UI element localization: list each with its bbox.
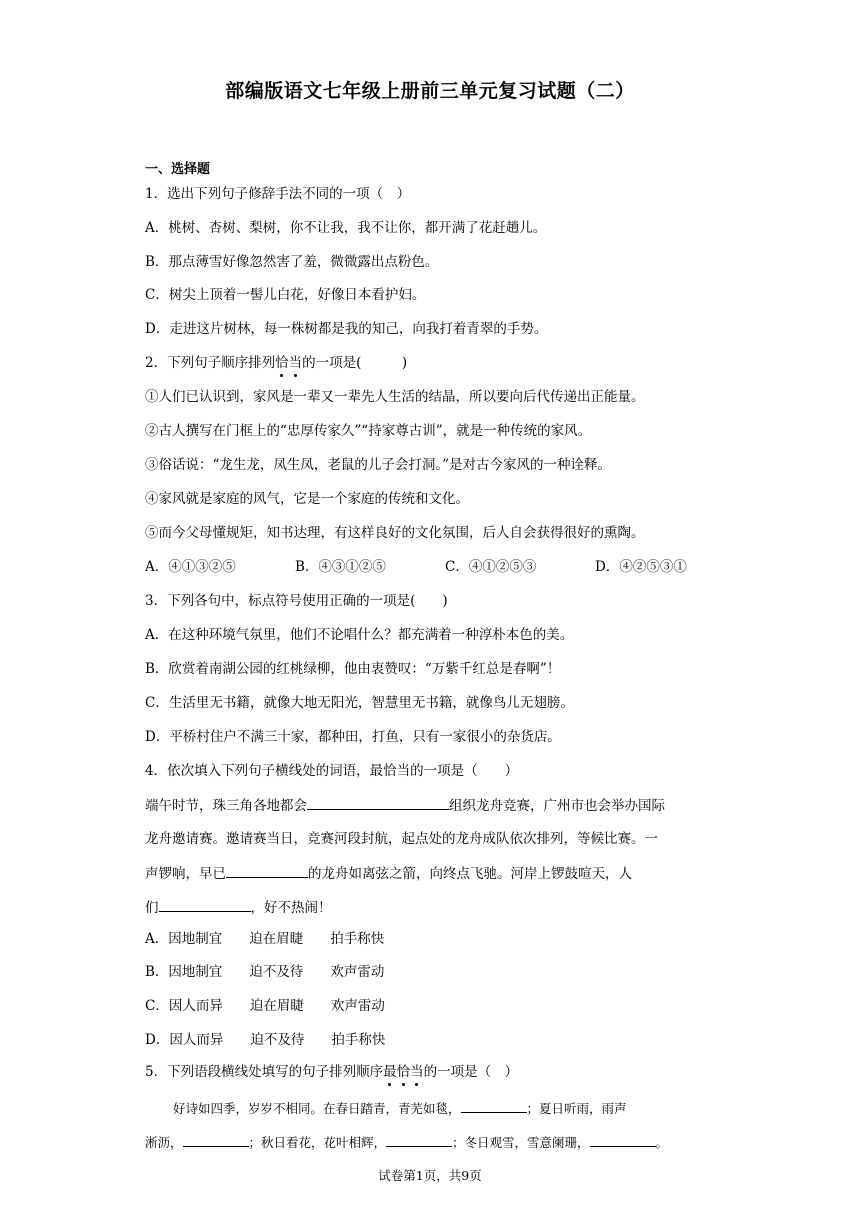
stem-text: 2．下列句子顺序排列 xyxy=(145,355,276,371)
question-2-option-c: C．④①②⑤③ xyxy=(445,559,537,575)
question-5-passage-line-1 xyxy=(173,1098,627,1119)
passage-text: 好诗如四季，岁岁不相同。在春日踏青，青芜如毯， xyxy=(173,1101,461,1116)
question-2-option-d: D．④②⑤③① xyxy=(595,559,687,575)
question-4-option-c: C．因人而异 迫在眉睫 欢声雷动 xyxy=(145,998,385,1014)
passage-text: 端午时节，珠三角各地都会 xyxy=(145,798,307,814)
question-2-sentence-4: ④家风就是家庭的风气，它是一个家庭的传统和文化。 xyxy=(145,491,469,507)
question-3-stem: 3．下列各句中，标点符号使用正确的一项是( ) xyxy=(145,593,448,609)
fill-blank-5[interactable] xyxy=(183,1132,249,1147)
fill-blank-7[interactable] xyxy=(590,1132,656,1147)
question-2-option-b: B．④③①②⑤ xyxy=(295,559,386,575)
fill-blank-6[interactable] xyxy=(386,1132,452,1147)
emphasis-char: 恰 xyxy=(396,1064,411,1080)
stem-text: 的一项是( ) xyxy=(302,355,408,371)
passage-text: ，好不热闹！ xyxy=(250,900,332,916)
page-footer: 试卷第1页，共9页 xyxy=(378,1168,482,1183)
question-3-option-d: D．平桥村住户不满三十家，都种田，打鱼，只有一家很小的杂货店。 xyxy=(145,729,561,745)
question-2-sentence-2: ②古人撰写在门框上的“忠厚传家久”“持家尊古训”，就是一种传统的家风。 xyxy=(145,423,592,439)
question-4-passage-line-2: 龙舟邀请赛。邀请赛当日，竞赛河段封航，起点处的龙舟成队依次排列，等候比赛。一 xyxy=(145,831,658,847)
question-1-option-b: B．那点薄雪好像忽然害了羞，微微露出点粉色。 xyxy=(145,254,439,270)
question-1-option-a: A．桃树、杏树、梨树，你不让我，我不让你，都开满了花赶趟儿。 xyxy=(145,220,547,236)
question-3-option-a: A．在这种环境气氛里，他们不论唱什么？都充满着一种淳朴本色的美。 xyxy=(145,627,574,643)
question-1-option-d: D．走进这片树林，每一株树都是我的知己，向我打着青翠的手势。 xyxy=(145,321,548,337)
question-1-option-c: C．树尖上顶着一髻儿白花，好像日本看护妇。 xyxy=(145,287,426,303)
fill-blank-4[interactable] xyxy=(461,1098,527,1113)
question-4-stem: 4．依次填入下列句子横线处的词语，最恰当的一项是（ ） xyxy=(145,763,519,779)
fill-blank-1[interactable] xyxy=(307,795,449,810)
passage-text: 。 xyxy=(655,1135,669,1150)
emphasis-char: 当 xyxy=(288,355,303,371)
fill-blank-2[interactable] xyxy=(226,863,308,878)
question-4-passage-line-4 xyxy=(145,897,332,918)
question-2-option-a: A．④①③②⑤ xyxy=(145,559,236,575)
question-5-passage-line-2 xyxy=(145,1132,668,1153)
passage-text: ；夏日听雨，雨声 xyxy=(526,1101,627,1116)
stem-text: 的一项是（ ） xyxy=(423,1064,519,1080)
question-2-sentence-1: ①人们已认识到，家风是一辈又一辈先人生活的结晶，所以要向后代传递出正能量。 xyxy=(145,389,645,405)
passage-text: 的龙舟如离弦之箭，向终点飞驰。河岸上锣鼓喧天，人 xyxy=(308,866,632,882)
section-heading: 一、选择题 xyxy=(145,162,211,177)
question-5-stem xyxy=(145,1062,518,1082)
question-3-option-c: C．生活里无书籍，就像大地无阳光，智慧里无书籍，就像鸟儿无翅膀。 xyxy=(145,695,574,711)
passage-text: 们 xyxy=(145,900,159,916)
passage-text: 声锣响，早已 xyxy=(145,866,226,882)
passage-text: 组织龙舟竞赛，广州市也会举办国际 xyxy=(449,798,665,814)
passage-text: ；秋日看花，花叶相辉， xyxy=(248,1135,387,1150)
question-1-stem: 1．选出下列句子修辞手法不同的一项（ ） xyxy=(145,186,411,202)
page-title: 部编版语文七年级上册前三单元复习试题（二） xyxy=(225,80,635,102)
fill-blank-3[interactable] xyxy=(159,897,251,912)
passage-text: ；冬日观雪，雪意阑珊， xyxy=(452,1135,590,1150)
question-3-option-b: B．欣赏着南湖公园的红桃绿柳，他由衷赞叹：“万紫千红总是春啊”！ xyxy=(145,661,561,677)
question-4-passage-line-1 xyxy=(145,795,665,816)
question-4-option-b: B．因地制宜 迫不及待 欢声雷动 xyxy=(145,964,385,980)
passage-text: 淅沥， xyxy=(145,1135,183,1150)
question-2-stem xyxy=(145,353,407,373)
question-4-option-a: A．因地制宜 迫在眉睫 拍手称快 xyxy=(145,931,385,947)
question-2-sentence-5: ⑤而今父母懂规矩，知书达理，有这样良好的文化氛围，后人自会获得很好的熏陶。 xyxy=(145,525,645,541)
emphasis-char: 当 xyxy=(410,1064,424,1080)
stem-text: 5．下列语段横线处填写的句子排列顺序 xyxy=(145,1064,384,1080)
emphasis-char: 恰 xyxy=(275,355,289,371)
question-2-sentence-3: ③俗话说：“龙生龙，凤生凤，老鼠的儿子会打洞。”是对古今家风的一种诠释。 xyxy=(145,457,612,473)
emphasis-char: 最 xyxy=(383,1064,397,1080)
question-4-option-d: D．因人而异 迫不及待 拍手称快 xyxy=(145,1032,386,1048)
question-4-passage-line-3 xyxy=(145,863,632,884)
